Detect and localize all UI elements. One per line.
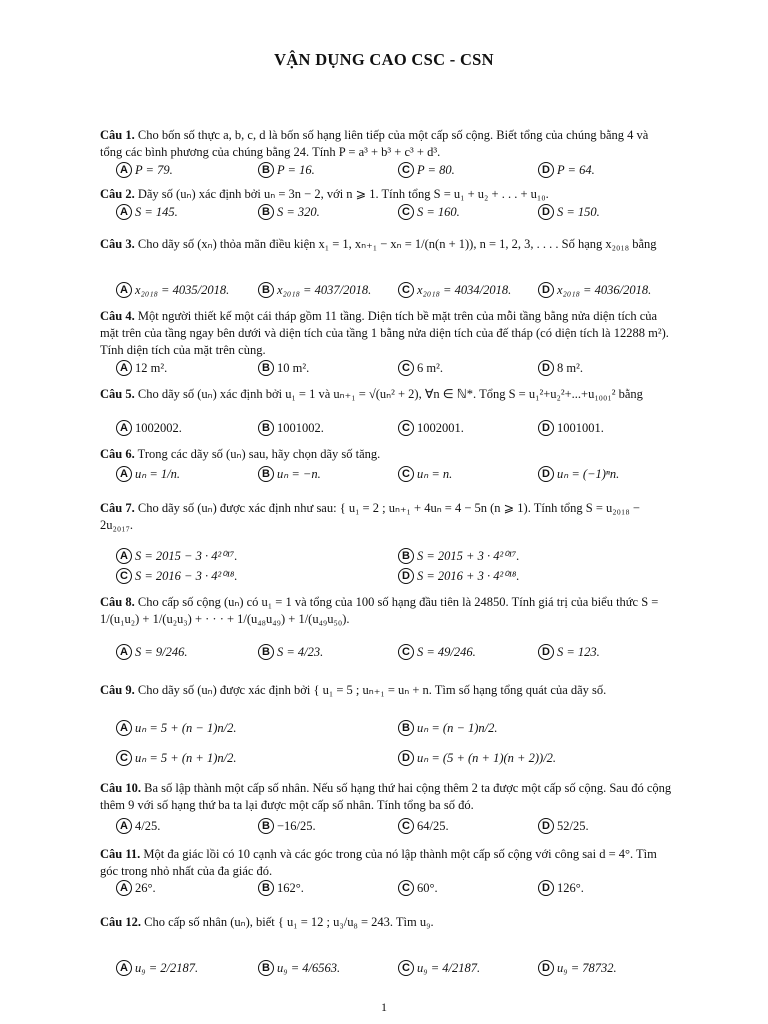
option-c[interactable]: C 1002001.: [398, 420, 464, 436]
question-label: Câu 5.: [100, 387, 135, 401]
options-2: [116, 204, 676, 224]
question-label: Câu 7.: [100, 501, 135, 515]
question-text: Ba số lập thành một cấp số nhân. Nếu số hạng thứ hai cộng thêm 2 ta được một cấp số cộng. Sau đó cộng thêm 9 với số hạng thứ ba ta lại được một cấp số nhân. Tính tổng ba số đó.: [100, 781, 672, 812]
option-a[interactable]: A 4/25.: [116, 818, 160, 834]
options-3: [116, 282, 676, 302]
options-9a: [116, 720, 676, 740]
option-b[interactable]: B uₙ = −n.: [258, 466, 321, 482]
question-label: Câu 11.: [100, 847, 141, 861]
question-9: [100, 682, 672, 699]
question-5: [100, 386, 672, 403]
option-a[interactable]: A x₂₀₁₈ = 4035/2018.: [116, 282, 229, 298]
question-4: [100, 308, 672, 359]
option-d[interactable]: D S = 150.: [538, 204, 600, 220]
question-text: Cho dãy số (uₙ) được xác định như sau: { u₁ = 2 ; uₙ₊₁ + 4uₙ = 4 − 5n (n ⩾ 1). Tính tổng S = u₂₀₁₈ − 2u₂₀₁₇.: [100, 501, 640, 532]
question-text: Cho dãy số (uₙ) được xác định bởi { u₁ = 5 ; uₙ₊₁ = uₙ + n. Tìm số hạng tổng quát của dãy số.: [137, 683, 607, 697]
option-a[interactable]: A S = 2015 − 3 · 4²⁰¹⁷.: [116, 548, 237, 564]
question-label: Câu 6.: [100, 447, 135, 461]
question-text: Cho bốn số thực a, b, c, d là bốn số hạng liên tiếp của một cấp số cộng. Biết tổng của chúng bằng 4 và tổng các bình phương của chúng bằng 24. Tính P = a³ + b³ + c³ + d³.: [100, 128, 649, 159]
option-d[interactable]: D 52/25.: [538, 818, 589, 834]
question-3: [100, 236, 672, 253]
option-d[interactable]: D 8 m².: [538, 360, 583, 376]
options-7b: [116, 568, 676, 588]
question-label: Câu 2.: [100, 187, 135, 201]
question-text: Cho dãy số (xₙ) thỏa mãn điều kiện x₁ = 1, xₙ₊₁ − xₙ = 1/(n(n + 1)), n = 1, 2, 3, . . . . Số hạng x₂₀₁₈ bằng: [137, 237, 657, 251]
option-d[interactable]: D S = 123.: [538, 644, 600, 660]
question-11: [100, 846, 672, 880]
option-a[interactable]: A uₙ = 1/n.: [116, 466, 180, 482]
question-text: Một đa giác lồi có 10 cạnh và các góc trong của nó lập thành một cấp số cộng với công sai d = 4°. Tìm góc trong nhỏ nhất của đa giác đó.: [100, 847, 657, 878]
option-a[interactable]: A S = 145.: [116, 204, 178, 220]
option-d[interactable]: D 126°.: [538, 880, 584, 896]
question-8: [100, 594, 672, 628]
option-d[interactable]: D x₂₀₁₈ = 4036/2018.: [538, 282, 651, 298]
options-8: [116, 644, 676, 664]
option-a[interactable]: A uₙ = 5 + (n − 1)n/2.: [116, 720, 236, 736]
option-d[interactable]: D uₙ = (5 + (n + 1)(n + 2))/2.: [398, 750, 556, 766]
option-a[interactable]: A 1002002.: [116, 420, 182, 436]
option-b[interactable]: B u₉ = 4/6563.: [258, 960, 340, 976]
option-c[interactable]: C 6 m².: [398, 360, 443, 376]
option-b[interactable]: B 1001002.: [258, 420, 324, 436]
option-a[interactable]: A 12 m².: [116, 360, 167, 376]
option-c[interactable]: C S = 2016 − 3 · 4²⁰¹⁸.: [116, 568, 237, 584]
page-number: 1: [381, 1000, 387, 1014]
option-a[interactable]: A P = 79.: [116, 162, 173, 178]
option-c[interactable]: C x₂₀₁₈ = 4034/2018.: [398, 282, 511, 298]
question-label: Câu 9.: [100, 683, 135, 697]
question-label: Câu 12.: [100, 915, 141, 929]
question-text: Một người thiết kế một cái tháp gồm 11 tầng. Diện tích bề mặt trên của mỗi tầng bằng nửa diện tích của mặt trên của tầng ngay bên dưới và diện tích của tầng 1 bằng nửa diện tích của đế tháp (có diện tích là 12288 m²). Tính diện tích của mặt trên cùng.: [100, 309, 669, 357]
page-title: VẬN DỤNG CAO CSC - CSN: [274, 50, 494, 69]
question-7: [100, 500, 672, 534]
options-4: [116, 360, 676, 380]
option-a[interactable]: A 26°.: [116, 880, 156, 896]
question-2: [100, 186, 672, 203]
option-b[interactable]: B 162°.: [258, 880, 304, 896]
options-1: [116, 162, 676, 182]
option-c[interactable]: C S = 49/246.: [398, 644, 476, 660]
options-5: [116, 420, 676, 440]
question-label: Câu 4.: [100, 309, 135, 323]
option-b[interactable]: B S = 2015 + 3 · 4²⁰¹⁷.: [398, 548, 519, 564]
question-label: Câu 8.: [100, 595, 135, 609]
option-c[interactable]: C uₙ = n.: [398, 466, 452, 482]
question-10: [100, 780, 672, 814]
question-12: [100, 914, 672, 931]
question-text: Cho cấp số cộng (uₙ) có u₁ = 1 và tổng của 100 số hạng đầu tiên là 24850. Tính giá trị của biểu thức S = 1/(u₁u₂) + 1/(u₂u₃) + · · · + 1/(u₄₈u₄₉) + 1/(u₄₉u₅₀).: [100, 595, 659, 626]
option-b[interactable]: B S = 320.: [258, 204, 320, 220]
option-b[interactable]: B P = 16.: [258, 162, 315, 178]
option-d[interactable]: D 1001001.: [538, 420, 604, 436]
options-6: [116, 466, 676, 486]
option-b[interactable]: B −16/25.: [258, 818, 316, 834]
option-b[interactable]: B S = 4/23.: [258, 644, 323, 660]
option-d[interactable]: D uₙ = (−1)ⁿn.: [538, 466, 619, 482]
question-1: [100, 127, 672, 161]
option-d[interactable]: D u₉ = 78732.: [538, 960, 617, 976]
question-6: [100, 446, 672, 463]
option-d[interactable]: D S = 2016 + 3 · 4²⁰¹⁸.: [398, 568, 519, 584]
question-label: Câu 1.: [100, 128, 135, 142]
question-label: Câu 10.: [100, 781, 141, 795]
question-text: Cho cấp số nhân (uₙ), biết { u₁ = 12 ; u₃/u₈ = 243. Tìm u₉.: [144, 915, 434, 929]
option-b[interactable]: B x₂₀₁₈ = 4037/2018.: [258, 282, 371, 298]
option-c[interactable]: C 64/25.: [398, 818, 449, 834]
option-a[interactable]: A u₉ = 2/2187.: [116, 960, 198, 976]
question-text: Trong các dãy số (uₙ) sau, hãy chọn dãy số tăng.: [137, 447, 381, 461]
options-10: [116, 818, 676, 838]
question-text: Dãy số (uₙ) xác định bởi uₙ = 3n − 2, với n ⩾ 1. Tính tổng S = u₁ + u₂ + . . . + u₁₀.: [137, 187, 549, 201]
option-c[interactable]: C 60°.: [398, 880, 438, 896]
option-a[interactable]: A S = 9/246.: [116, 644, 188, 660]
option-c[interactable]: C P = 80.: [398, 162, 455, 178]
question-text: Cho dãy số (uₙ) xác định bởi u₁ = 1 và uₙ₊₁ = √(uₙ² + 2), ∀n ∈ ℕ*. Tổng S = u₁²+u₂²+...+u₁₀₀₁² bằng: [137, 387, 643, 401]
options-7a: [116, 548, 676, 568]
options-9b: [116, 750, 676, 770]
option-d[interactable]: D P = 64.: [538, 162, 595, 178]
option-c[interactable]: C S = 160.: [398, 204, 460, 220]
option-c[interactable]: C u₉ = 4/2187.: [398, 960, 480, 976]
option-c[interactable]: C uₙ = 5 + (n + 1)n/2.: [116, 750, 236, 766]
question-label: Câu 3.: [100, 237, 135, 251]
options-12: [116, 960, 676, 980]
option-b[interactable]: B 10 m².: [258, 360, 309, 376]
option-b[interactable]: B uₙ = (n − 1)n/2.: [398, 720, 498, 736]
options-11: [116, 880, 676, 900]
